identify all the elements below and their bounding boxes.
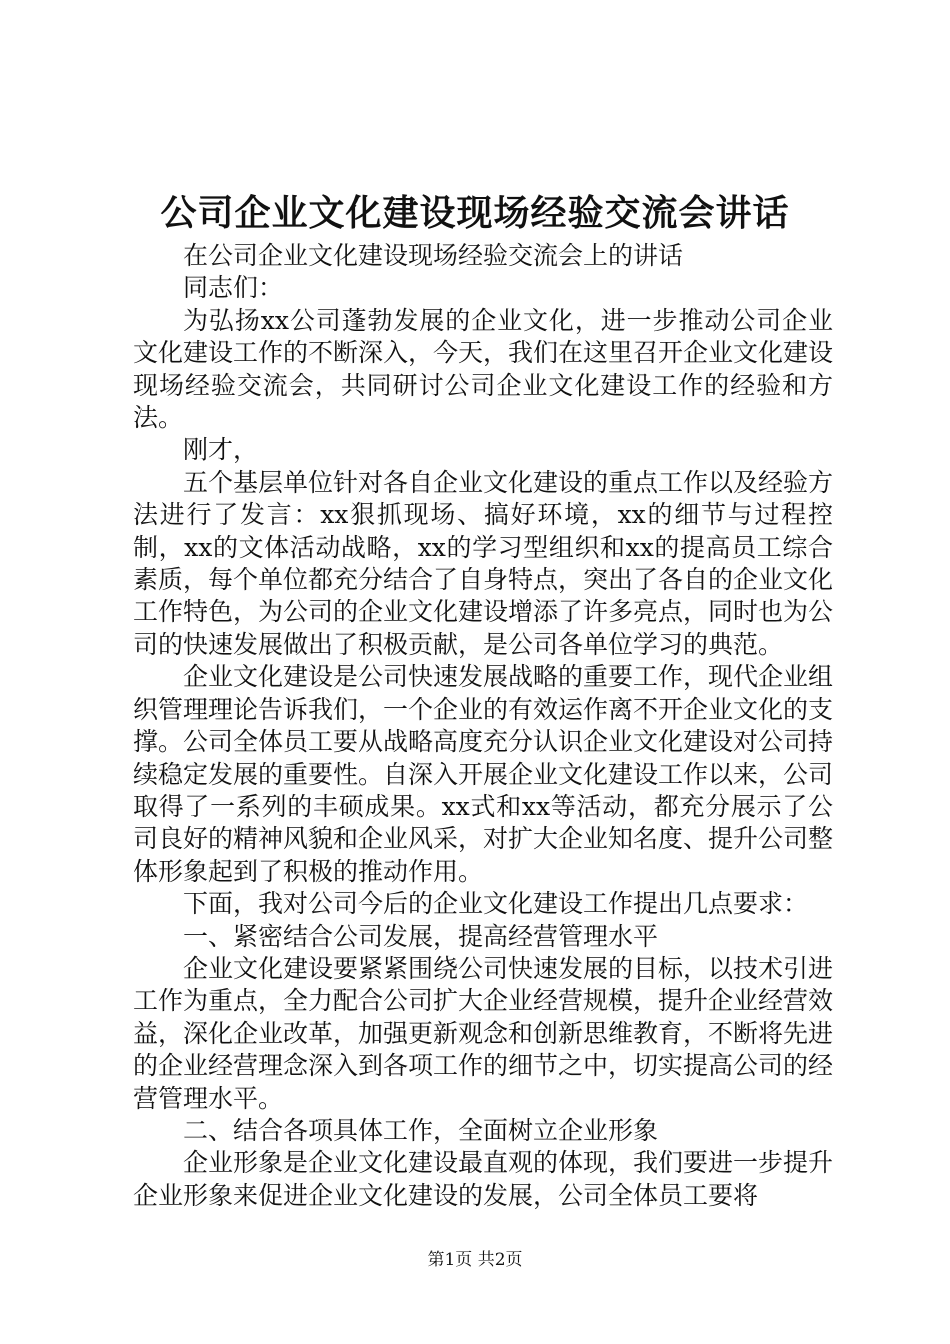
paragraph: 下面，我对公司今后的企业文化建设工作提出几点要求： [183,889,809,919]
page-number-footer: 第1页 共2页 [427,1250,523,1270]
paragraph: 刚才， [183,435,259,465]
document-title: 公司企业文化建设现场经验交流会讲话 [160,192,790,234]
document-body [133,240,833,1212]
paragraph: 为弘扬xx公司蓬勃发展的企业文化，进一步推动公司企业文化建设工作的不断深入，今天，我们在这里召开企业文化建设现场经验交流会，共同研讨公司企业文化建设工作的经验和方法。 [133,305,834,433]
paragraph-salutation: 同志们： [183,273,284,303]
paragraph: 五个基层单位针对各自企业文化建设的重点工作以及经验方法进行了发言：xx狠抓现场、搞好环境，xx的细节与过程控制，xx的文体活动战略，xx的学习型组织和xx的提高员工综合素质，每个单位都充分结合了自身特点，突出了各自的企业文化工作特色，为公司的企业文化建设增添了许多亮点，同时也为公司的快速发展做出了积极贡献，是公司各单位学习的典范。 [133,467,834,659]
paragraph: 企业文化建设要紧紧围绕公司快速发展的目标，以技术引进工作为重点，全力配合公司扩大企业经营规模，提升企业经营效益，深化企业改革，加强更新观念和创新思维教育，不断将先进的企业经营理念深入到各项工作的细节之中，切实提高公司的经营管理水平。 [133,953,834,1113]
paragraph-subtitle: 在公司企业文化建设现场经验交流会上的讲话 [183,241,684,270]
paragraph: 企业形象是企业文化建设最直观的体现，我们要进一步提升企业形象来促进企业文化建设的发展，公司全体员工要将 [133,1148,834,1210]
section-heading: 二、结合各项具体工作，全面树立企业形象 [183,1115,659,1145]
paragraph: 企业文化建设是公司快速发展战略的重要工作，现代企业组织管理理论告诉我们，一个企业的有效运作离不开企业文化的支撑。公司全体员工要从战略高度充分认识企业文化建设对公司持续稳定发展的重要性。自深入开展企业文化建设工作以来，公司取得了一系列的丰硕成果。xx式和xx等活动，都充分展示了公司良好的精神风貌和企业风采，对扩大企业知名度、提升公司整体形象起到了积极的推动作用。 [133,662,834,886]
section-heading: 一、紧密结合公司发展，提高经营管理水平 [183,921,659,951]
